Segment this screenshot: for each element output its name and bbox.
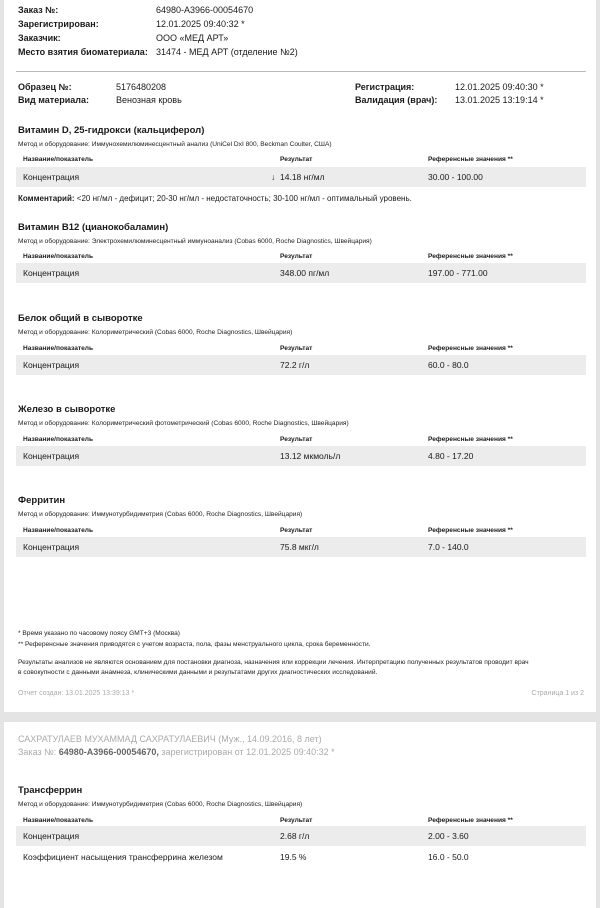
site-label: Место взятия биоматериала:	[18, 47, 148, 57]
order-prefix: Заказ №:	[18, 747, 57, 757]
reference-note: ** Референсные значения приводятся с учетом возраста, пола, фазы менструального цикла, срока беременности.	[18, 641, 371, 648]
test-title: Витамин B12 (цианокобаламин)	[18, 222, 169, 233]
header-divider	[16, 71, 586, 72]
order-number-value: 64980-A3966-00054670	[156, 5, 254, 15]
test-method: Метод и оборудование: Колориметрический фотометрический (Cobas 6000, Roche Diagnostics, Швейцария)	[18, 420, 349, 427]
order-info	[18, 747, 335, 757]
col-header-name: Название/показатель	[23, 253, 94, 260]
col-header-name: Название/показатель	[23, 436, 94, 443]
page-number: Страница 1 из 2	[531, 690, 584, 697]
row-result: 75.8 мкг/л	[280, 542, 319, 552]
test-method: Метод и оборудование: Колориметрический (Cobas 6000, Roche Diagnostics, Швейцария)	[18, 329, 293, 336]
row-reference: 30.00 - 100.00	[428, 172, 483, 182]
row-result: 19.5 %	[280, 852, 307, 862]
disclaimer-line-2: в совокупности с данными анамнеза, клиническими данными и результатами других диагностических исследований.	[18, 669, 378, 676]
row-reference: 197.00 - 771.00	[428, 268, 488, 278]
registration-label: Регистрация:	[355, 82, 415, 92]
timezone-note: * Время указано по часовому поясу GMT+3 (Москва)	[18, 630, 180, 637]
col-header-name: Название/показатель	[23, 156, 94, 163]
col-header-reference: Референсные значения **	[428, 436, 513, 443]
customer-label: Заказчик:	[18, 33, 61, 43]
col-header-name: Название/показатель	[23, 817, 94, 824]
sample-value: 5176480208	[116, 82, 167, 92]
site-value: 31474 - МЕД АРТ (отделение №2)	[156, 47, 298, 57]
table-row	[16, 355, 586, 375]
material-value: Венозная кровь	[116, 95, 182, 105]
row-name: Концентрация	[23, 172, 80, 182]
col-header-result: Результат	[280, 156, 313, 163]
test-title: Железо в сыворотке	[18, 404, 116, 415]
col-header-result: Результат	[280, 527, 313, 534]
row-result: 2.68 г/л	[280, 831, 310, 841]
row-name: Коэффициент насыщения трансферрина железом	[23, 852, 223, 862]
low-flag-arrow-icon: ↓	[271, 172, 276, 182]
report-created: Отчет создан: 13.01.2025 13:39:13 *	[18, 690, 135, 697]
row-reference: 4.80 - 17.20	[428, 451, 474, 461]
report-page-1	[4, 0, 596, 712]
row-name: Концентрация	[23, 268, 80, 278]
col-header-reference: Референсные значения **	[428, 253, 513, 260]
row-name: Концентрация	[23, 831, 80, 841]
row-result: 14.18 нг/мл	[280, 172, 325, 182]
patient-info: САХРАТУЛАЕВ МУХАММАД САХРАТУЛАЕВИЧ (Муж., 14.09.2016, 8 лет)	[18, 734, 322, 744]
report-page-2	[4, 722, 596, 908]
row-name: Концентрация	[23, 360, 80, 370]
col-header-reference: Референсные значения **	[428, 345, 513, 352]
row-reference: 60.0 - 80.0	[428, 360, 469, 370]
validation-value: 13.01.2025 13:19:14 *	[455, 95, 544, 105]
col-header-reference: Референсные значения **	[428, 156, 513, 163]
customer-value: ООО «МЕД АРТ»	[156, 33, 229, 43]
registration-value: 12.01.2025 09:40:30 *	[455, 82, 544, 92]
col-header-result: Результат	[280, 817, 313, 824]
table-row	[16, 263, 586, 283]
row-reference: 16.0 - 50.0	[428, 852, 469, 862]
table-row	[16, 167, 586, 187]
table-row	[16, 826, 586, 846]
registered-label: Зарегистрирован:	[18, 19, 99, 29]
order-suffix: зарегистрирован от 12.01.2025 09:40:32 *	[161, 747, 335, 757]
row-reference: 7.0 - 140.0	[428, 542, 469, 552]
test-comment	[18, 194, 412, 203]
material-label: Вид материала:	[18, 95, 89, 105]
table-row	[16, 537, 586, 557]
comment-label: Комментарий:	[18, 194, 75, 203]
test-method: Метод и оборудование: Иммунотурбидиметрия (Cobas 6000, Roche Diagnostics, Швейцария)	[18, 801, 303, 808]
test-method: Метод и оборудование: Электрохемилюминесцентный иммуноанализ (Cobas 6000, Roche Diagnostics, Швейцария)	[18, 238, 372, 245]
test-method: Метод и оборудование: Иммунохемилюминесцентный анализ (UniCel DxI 800, Beckman Coulter, США)	[18, 141, 332, 148]
row-name: Концентрация	[23, 542, 80, 552]
col-header-name: Название/показатель	[23, 527, 94, 534]
row-result: 72.2 г/л	[280, 360, 310, 370]
col-header-result: Результат	[280, 253, 313, 260]
table-row	[16, 446, 586, 466]
col-header-result: Результат	[280, 436, 313, 443]
test-title: Белок общий в сыворотке	[18, 313, 143, 324]
col-header-reference: Референсные значения **	[428, 817, 513, 824]
comment-text: <20 нг/мл - дефицит; 20-30 нг/мл - недостаточность; 30-100 нг/мл - оптимальный уровень.	[76, 194, 412, 203]
col-header-reference: Референсные значения **	[428, 527, 513, 534]
row-name: Концентрация	[23, 451, 80, 461]
registered-value: 12.01.2025 09:40:32 *	[156, 19, 245, 29]
disclaimer-line-1: Результаты анализов не являются основанием для постановки диагноза, назначения или коррекции лечения. Интерпретацию полученных результатов проводит врач	[18, 659, 529, 666]
row-result: 13.12 мкмоль/л	[280, 451, 341, 461]
test-method: Метод и оборудование: Иммунотурбидиметрия (Cobas 6000, Roche Diagnostics, Швейцария)	[18, 511, 303, 518]
validation-label: Валидация (врач):	[355, 95, 438, 105]
col-header-result: Результат	[280, 345, 313, 352]
test-title: Ферритин	[18, 495, 66, 506]
test-title: Витамин D, 25-гидрокси (кальциферол)	[18, 125, 205, 136]
order-number-label: Заказ №:	[18, 5, 59, 15]
order-number: 64980-A3966-00054670,	[58, 747, 159, 757]
row-reference: 2.00 - 3.60	[428, 831, 469, 841]
row-result: 348.00 пг/мл	[280, 268, 330, 278]
sample-label: Образец №:	[18, 82, 72, 92]
col-header-name: Название/показатель	[23, 345, 94, 352]
table-row	[16, 847, 586, 867]
test-title: Трансферрин	[18, 785, 83, 796]
